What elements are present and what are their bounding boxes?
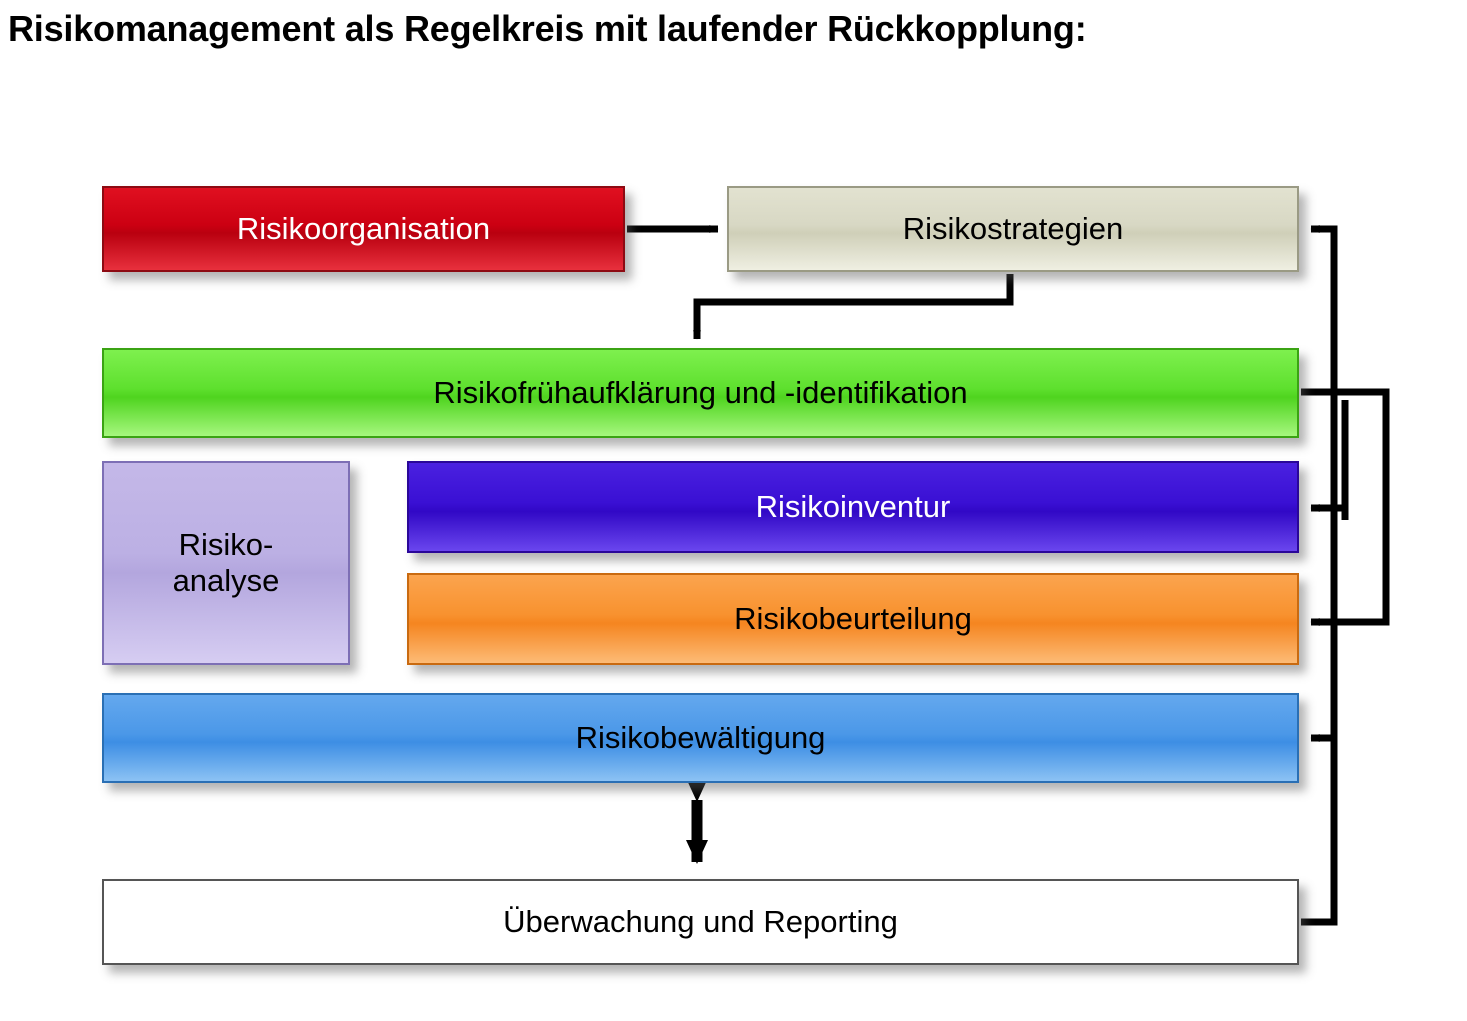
node-label: Risikobewältigung bbox=[575, 720, 826, 756]
node-label: Risikostrategien bbox=[902, 211, 1124, 247]
node-label: Überwachung und Reporting bbox=[503, 904, 898, 940]
node-label-line1: Risiko- bbox=[178, 527, 274, 563]
node-risikoinventur bbox=[407, 461, 1299, 553]
node-risikoorganisation bbox=[102, 186, 625, 272]
page-title: Risikomanagement als Regelkreis mit laufender Rückkopplung: bbox=[8, 8, 1087, 49]
node-ueberwachung-und-reporting bbox=[102, 879, 1299, 965]
node-label: Risikoinventur bbox=[755, 489, 951, 525]
node-risikoanalyse bbox=[102, 461, 350, 665]
node-risikofruehaufklaerung bbox=[102, 348, 1299, 438]
node-label: Risikofrühaufklärung und -identifikation bbox=[433, 375, 968, 411]
node-label: Risikobeurteilung bbox=[734, 601, 972, 637]
node-risikobewaeltigung bbox=[102, 693, 1299, 783]
node-label-line2: analyse bbox=[172, 563, 280, 598]
node-label: Risikoorganisation bbox=[236, 211, 491, 247]
node-risikobeurteilung bbox=[407, 573, 1299, 665]
node-risikostrategien bbox=[727, 186, 1299, 272]
node-label bbox=[163, 527, 290, 598]
